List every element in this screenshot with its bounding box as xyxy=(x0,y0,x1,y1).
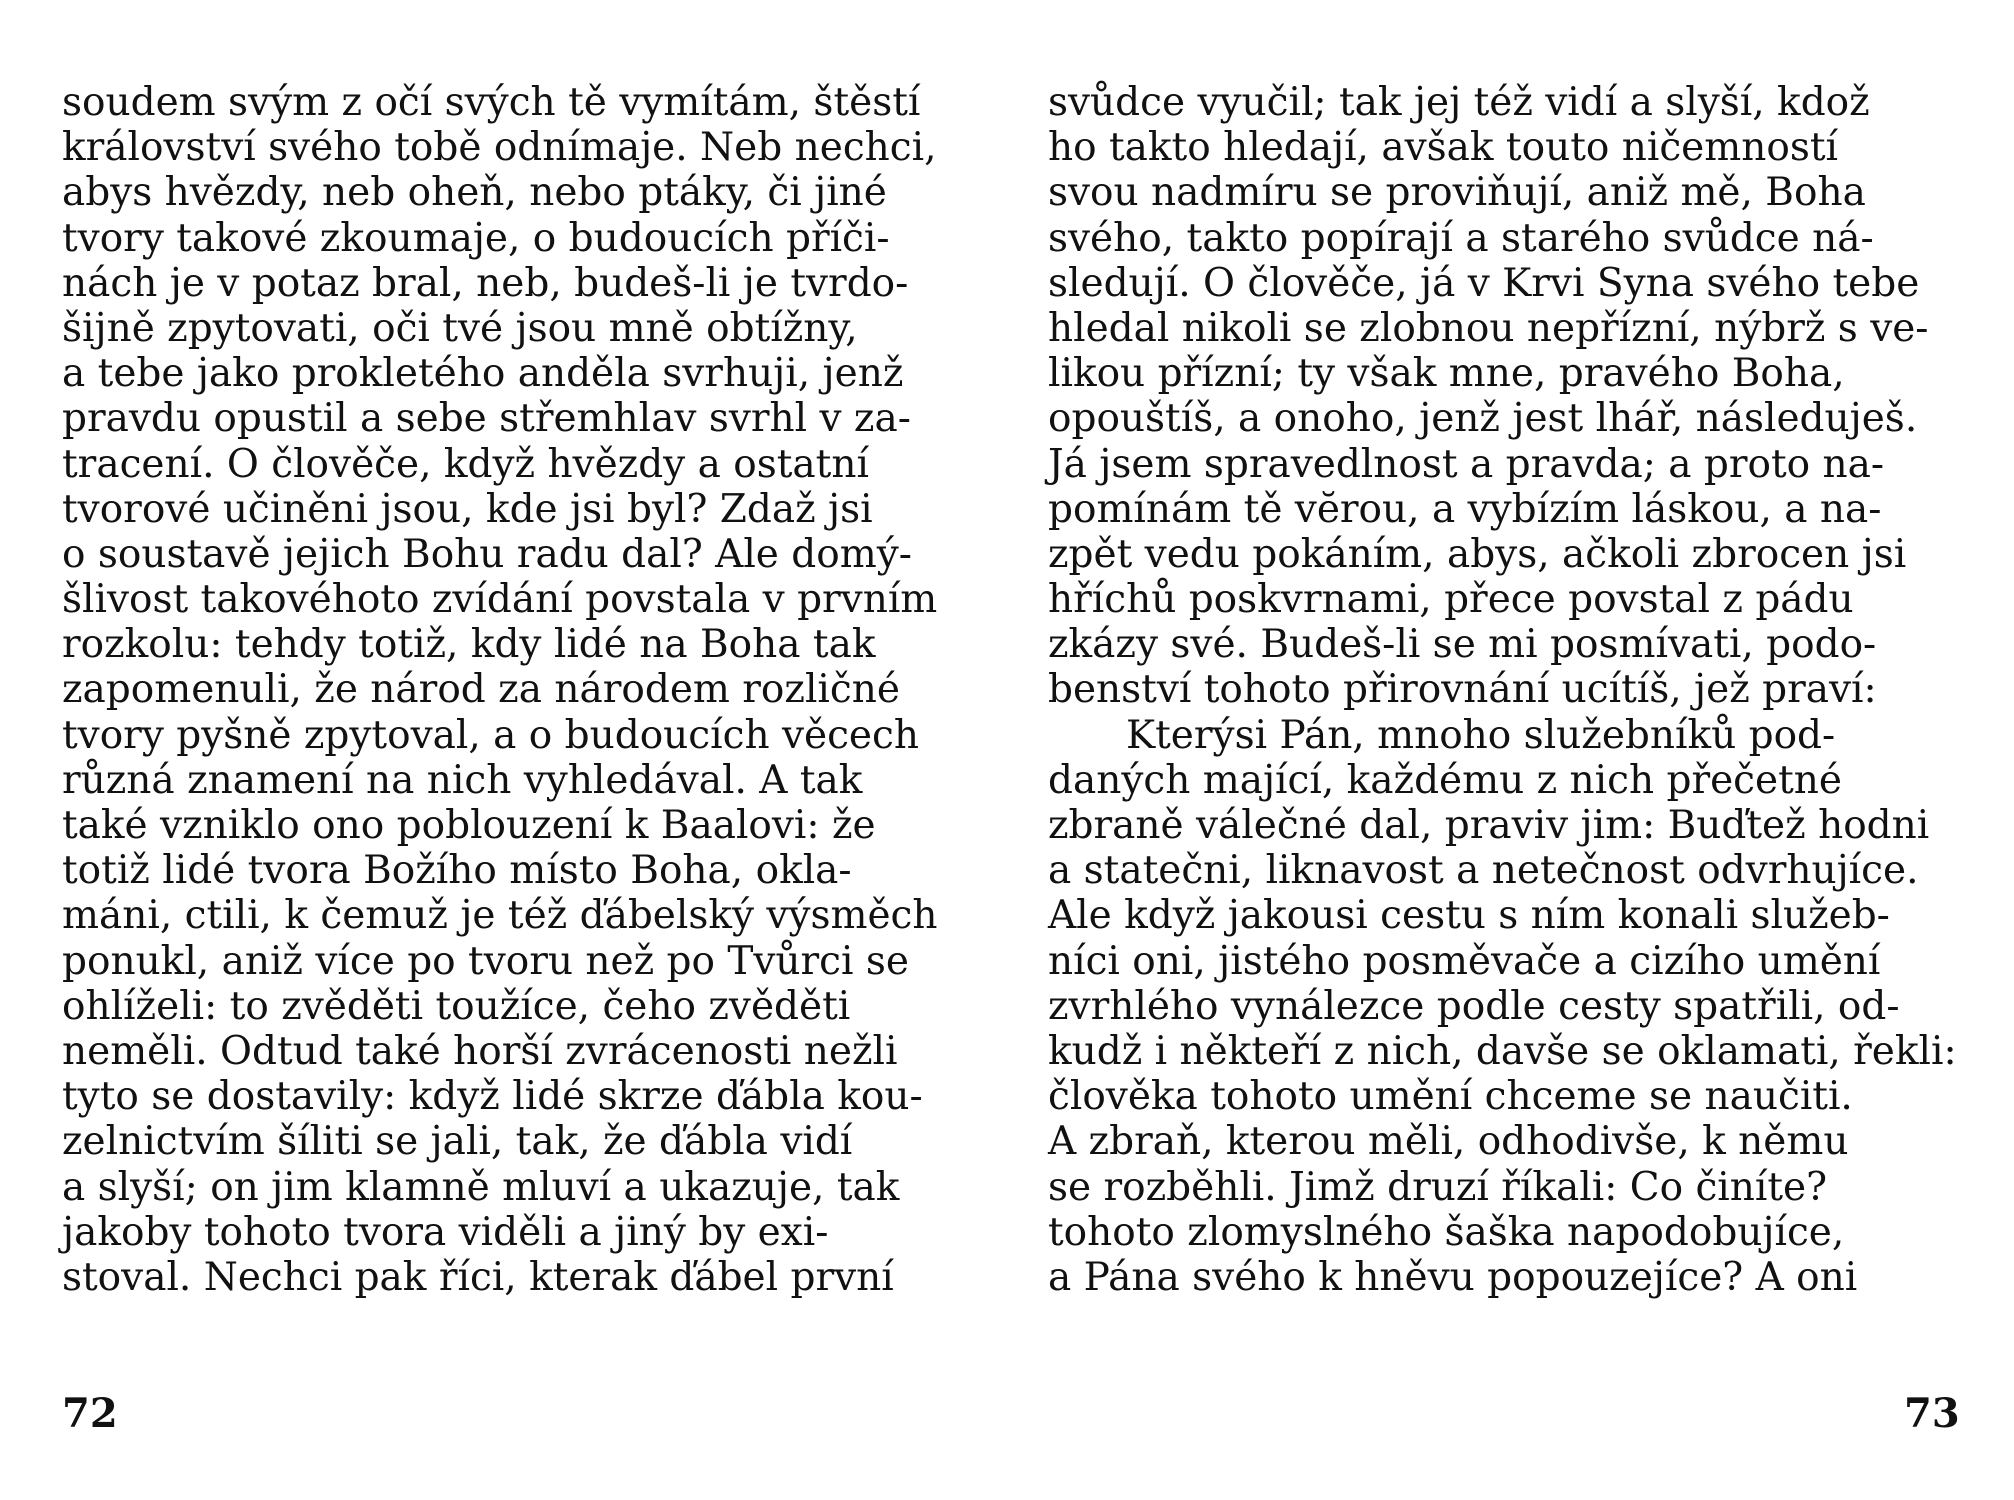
text-line: tyto se dostavily: když lidé skrze ďábla kou- xyxy=(62,1074,923,1120)
text-line: různá znamení na nich vyhledával. A tak xyxy=(62,757,863,803)
text-line: soudem svým z očí svých tě vymítám, štěstí xyxy=(62,80,921,125)
text-line: a slyší; on jim klamně mluví a ukazuje, tak xyxy=(62,1164,900,1210)
text-line: svého, takto popírají a starého svůdce ná- xyxy=(1048,215,1874,261)
text-line: níci oni, jistého posměvače a cizího umění xyxy=(1048,938,1881,984)
text-line: svou nadmíru se proviňují, aniž mě, Boha xyxy=(1048,170,1866,216)
text-line: hříchů poskvrnami, přece povstal z pádu xyxy=(1048,577,1854,623)
text-line: likou přízní; ty však mne, pravého Boha, xyxy=(1048,351,1845,397)
text-line: pravdu opustil a sebe střemhlav svrhl v za- xyxy=(62,396,911,442)
text-line: tvorové učiněni jsou, kde jsi byl? Zdaž jsi xyxy=(62,486,873,532)
text-line: totiž lidé tvora Božího místo Boha, okla- xyxy=(62,848,852,894)
text-line: a tebe jako prokletého anděla svrhuji, jenž xyxy=(62,351,904,397)
text-line: opouštíš, a onoho, jenž jest lhář, následuješ. xyxy=(1048,396,1918,442)
text-line: ponukl, aniž více po tvoru než po Tvůrci se xyxy=(62,938,909,984)
text-line: ohlíželi: to zvěděti toužíce, čeho zvěděti xyxy=(62,983,851,1029)
text-line: daných mající, každému z nich přečetné xyxy=(1048,757,1842,803)
text-line: sledují. O člověče, já v Krvi Syna svého tebe xyxy=(1048,260,1920,306)
left-page-number: 72 xyxy=(62,1390,118,1437)
text-line: pomínám tě vĕrou, a vybízím láskou, a na- xyxy=(1048,486,1882,532)
text-line: zkázy své. Budeš-li se mi posmívati, podo- xyxy=(1048,622,1877,668)
text-line: jakoby tohoto tvora viděli a jiný by exi- xyxy=(62,1209,829,1255)
text-line: o soustavě jejich Bohu radu dal? Ale domý- xyxy=(62,531,912,577)
text-line: se rozběhli. Jimž druzí říkali: Co činíte? xyxy=(1048,1164,1828,1210)
text-line: stoval. Nechci pak říci, kterak ďábel první xyxy=(62,1254,894,1300)
text-line: zbraně válečné dal, praviv jim: Buďtež hodni xyxy=(1048,803,1930,848)
right-page-text xyxy=(1048,80,1968,1300)
text-line: člověka tohoto umění chceme se naučiti. xyxy=(1048,1074,1853,1120)
text-line: tohoto zlomyslného šaška napodobujíce, xyxy=(1048,1209,1845,1255)
text-line: také vzniklo ono poblouzení k Baalovi: že xyxy=(62,803,876,848)
text-line: šlivost takovéhoto zvídání povstala v prvním xyxy=(62,577,938,623)
text-line: máni, ctili, k čemuž je též ďábelský výsměch xyxy=(62,893,938,939)
text-line: zapomenuli, že národ za národem rozličné xyxy=(62,667,900,713)
text-line: hledal nikoli se zlobnou nepřízní, nýbrž s ve- xyxy=(1048,305,1929,351)
right-page-number: 73 xyxy=(1904,1390,1960,1437)
text-line: neměli. Odtud také horší zvrácenosti nežli xyxy=(62,1028,898,1074)
text-line: tvory pyšně zpytoval, a o budoucích věcech xyxy=(62,712,919,758)
text-line: tvory takové zkoumaje, o budoucích příči- xyxy=(62,215,890,261)
text-line: a statečni, liknavost a netečnost odvrhujíce. xyxy=(1048,848,1919,894)
text-line: svůdce vyučil; tak jej též vidí a slyší, kdož xyxy=(1048,80,1870,125)
text-line: Já jsem spravedlnost a pravda; a proto na- xyxy=(1048,441,1885,487)
text-line: ho takto hledají, avšak touto ničemností xyxy=(1048,125,1838,171)
text-line: a Pána svého k hněvu popouzejíce? A oni xyxy=(1048,1254,1858,1300)
text-line: benství tohoto přirovnání ucítíš, jež praví: xyxy=(1048,667,1877,713)
text-line: Kterýsi Pán, mnoho služebníků pod- xyxy=(1126,712,1836,758)
text-line: zvrhlého vynálezce podle cesty spatřili, od- xyxy=(1048,983,1900,1029)
text-line: kudž i někteří z nich, davše se oklamati, řekli: xyxy=(1048,1028,1957,1074)
left-page-text xyxy=(62,80,982,1300)
text-line: A zbraň, kterou měli, odhodivše, k němu xyxy=(1048,1119,1849,1165)
text-line: království svého tobě odnímaje. Neb nechci, xyxy=(62,125,937,171)
text-line: rozkolu: tehdy totiž, kdy lidé na Boha tak xyxy=(62,622,876,668)
text-line: Ale když jakousi cestu s ním konali služeb- xyxy=(1048,893,1890,939)
text-line: šijně zpytovati, oči tvé jsou mně obtížny, xyxy=(62,305,858,351)
text-line: tracení. O člověče, když hvězdy a ostatní xyxy=(62,441,869,487)
text-line: zpět vedu pokáním, abys, ačkoli zbrocen jsi xyxy=(1048,531,1907,577)
text-line: abys hvězdy, neb oheň, nebo ptáky, či jiné xyxy=(62,170,887,216)
text-line: nách je v potaz bral, neb, budeš-li je tvrdo- xyxy=(62,260,909,306)
text-line: zelnictvím šíliti se jali, tak, že ďábla vidí xyxy=(62,1119,853,1165)
